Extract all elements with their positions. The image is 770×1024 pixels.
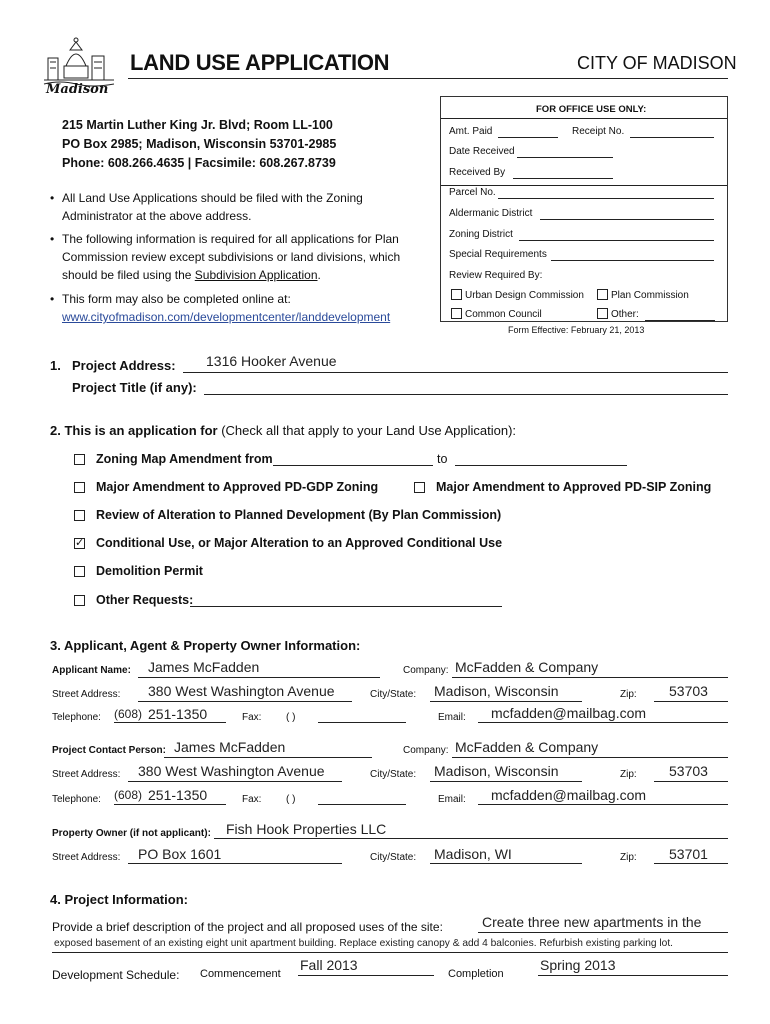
aldermanic-district-field[interactable]	[540, 219, 714, 220]
demolition-permit-checkbox[interactable]	[74, 566, 85, 577]
applicant-area-code-value: 608	[118, 707, 139, 721]
section-4-heading: 4. Project Information:	[50, 892, 188, 907]
online-form-link[interactable]: www.cityofmadison.com/developmentcenter/landdevelopment	[62, 310, 391, 324]
zoning-district-label: Zoning District	[449, 229, 513, 240]
pd-sip-label: Major Amendment to Approved PD-SIP Zoning	[436, 480, 712, 494]
contact-phone-field[interactable]	[114, 804, 226, 805]
zoning-to-label: to	[437, 452, 448, 466]
owner-zip-label: Zip:	[620, 852, 637, 863]
other-review-checkbox[interactable]	[597, 308, 608, 319]
contact-fax-field[interactable]	[318, 804, 406, 805]
contact-fax-paren: ( )	[286, 794, 296, 805]
applicant-company-value: McFadden & Company	[455, 659, 599, 675]
owner-zip-field[interactable]	[654, 863, 728, 864]
other-review-label: Other:	[611, 309, 639, 320]
amt-paid-field[interactable]	[498, 137, 558, 138]
commencement-value: Fall 2013	[300, 957, 358, 973]
applicant-telephone-label: Telephone:	[52, 712, 101, 723]
applicant-name-field[interactable]	[138, 677, 380, 678]
commencement-label: Commencement	[200, 968, 281, 980]
section-2-heading-note: (Check all that apply to your Land Use Application):	[221, 423, 517, 438]
project-address-field[interactable]	[183, 372, 728, 373]
contact-email-value: mcfadden@mailbag.com	[491, 787, 647, 803]
zoning-map-amendment-checkbox[interactable]	[74, 454, 85, 465]
applicant-city-value: Madison, Wisconsin	[434, 683, 559, 699]
owner-street-label: Street Address:	[52, 852, 121, 863]
contact-telephone-label: Telephone:	[52, 794, 101, 805]
other-requests-field[interactable]	[190, 606, 502, 607]
applicant-street-field[interactable]	[138, 701, 352, 702]
completion-value: Spring 2013	[540, 957, 616, 973]
contact-email-field[interactable]	[478, 804, 728, 805]
conditional-use-checkbox[interactable]: ✓	[75, 537, 85, 549]
date-received-label: Date Received	[449, 146, 515, 157]
common-council-label: Common Council	[465, 309, 542, 320]
applicant-zip-value: 53703	[669, 683, 708, 699]
office-divider	[441, 185, 727, 186]
contact-zip-label: Zip:	[620, 769, 637, 780]
applicant-city-field[interactable]	[430, 701, 582, 702]
section-1-number: 1.	[50, 358, 61, 373]
project-description-field-2[interactable]	[52, 952, 728, 953]
common-council-checkbox[interactable]	[451, 308, 462, 319]
owner-city-value: Madison, WI	[434, 846, 512, 862]
pd-gdp-checkbox[interactable]	[74, 482, 85, 493]
zoning-district-field[interactable]	[519, 240, 714, 241]
parcel-no-label: Parcel No.	[449, 187, 496, 198]
owner-zip-value: 53701	[669, 846, 708, 862]
date-received-field[interactable]	[517, 157, 613, 158]
applicant-fax-field[interactable]	[318, 722, 406, 723]
demolition-permit-label: Demolition Permit	[96, 564, 203, 578]
contact-fax-label: Fax:	[242, 794, 262, 805]
form-effective-date: Form Effective: February 21, 2013	[508, 325, 645, 335]
parcel-no-field[interactable]	[498, 198, 714, 199]
contact-person-label: Project Contact Person:	[52, 745, 166, 756]
bullet-3-text: This form may also be completed online at:	[62, 292, 291, 306]
applicant-email-value: mcfadden@mailbag.com	[491, 705, 647, 721]
owner-street-value: PO Box 1601	[138, 846, 222, 862]
address-line-2: PO Box 2985; Madison, Wisconsin 53701-2985	[62, 137, 337, 151]
planned-development-review-label: Review of Alteration to Planned Development (By Plan Commission)	[96, 508, 502, 522]
section-3-heading: 3. Applicant, Agent & Property Owner Information:	[50, 638, 361, 653]
bullet-2: • The following information is required for all applications for Plan Commission review except subdivisions or land divisions, which should be filed using the Subdivision Application.	[50, 232, 401, 282]
property-owner-label: Property Owner (if not applicant):	[52, 828, 211, 839]
contact-city-field[interactable]	[430, 781, 582, 782]
other-review-field[interactable]	[645, 320, 715, 321]
contact-area-code: (608)	[114, 788, 143, 802]
receipt-no-field[interactable]	[630, 137, 714, 138]
contact-area-code-value: 608	[118, 788, 139, 802]
planned-development-review-checkbox[interactable]	[74, 510, 85, 521]
project-description-line-1: Create three new apartments in the	[482, 914, 702, 930]
owner-city-field[interactable]	[430, 863, 582, 864]
completion-label: Completion	[448, 968, 504, 980]
project-address-label: Project Address:	[72, 358, 176, 373]
city-name: CITY OF MADISON	[577, 53, 737, 73]
title-rule	[128, 78, 728, 79]
project-address-value: 1316 Hooker Avenue	[206, 353, 337, 369]
bullet-3: • This form may also be completed online at: www.cityofmadison.com/developmentcenter/landdevelopment	[50, 290, 430, 326]
contact-company-field[interactable]	[452, 757, 728, 758]
address-line-3: Phone: 608.266.4635 | Facsimile: 608.267.8739	[62, 156, 336, 170]
conditional-use-label: Conditional Use, or Major Alteration to an Approved Conditional Use	[96, 536, 503, 550]
applicant-zip-label: Zip:	[620, 689, 637, 700]
applicant-zip-field[interactable]	[654, 701, 728, 702]
project-description-field-1[interactable]	[478, 932, 728, 933]
project-title-label: Project Title (if any):	[72, 380, 197, 395]
project-description-label: Provide a brief description of the project and all proposed uses of the site:	[52, 920, 443, 934]
contact-email-label: Email:	[438, 794, 466, 805]
contact-company-value: McFadden & Company	[455, 739, 599, 755]
logo-wordmark: Madison	[46, 82, 109, 97]
office-heading-rule	[441, 118, 727, 119]
special-requirements-label: Special Requirements	[449, 249, 547, 260]
contact-name-value: James McFadden	[174, 739, 286, 755]
zoning-to-field[interactable]	[455, 465, 627, 466]
owner-city-label: City/State:	[370, 852, 417, 863]
office-use-heading: FOR OFFICE USE ONLY:	[536, 104, 647, 115]
received-by-label: Received By	[449, 167, 506, 178]
applicant-street-value: 380 West Washington Avenue	[148, 683, 335, 699]
amt-paid-label: Amt. Paid	[449, 126, 493, 137]
contact-phone-value: 251-1350	[148, 787, 208, 803]
bullet-2-text: The following information is required for all applications for Plan Commission review except subdivisions or land divisions, which should be filed using the	[62, 232, 401, 282]
project-description-line-2: exposed basement of an existing eight unit apartment building. Replace existing canopy & add 4 balconies. Refurbish existing parking lot.	[54, 938, 673, 949]
contact-street-label: Street Address:	[52, 769, 121, 780]
other-requests-label: Other Requests:	[96, 593, 194, 607]
contact-name-field[interactable]	[164, 757, 372, 758]
plan-commission-label: Plan Commission	[611, 290, 689, 301]
zoning-map-amendment-label: Zoning Map Amendment from	[96, 452, 273, 466]
aldermanic-district-label: Aldermanic District	[449, 208, 533, 219]
project-title-field[interactable]	[204, 394, 728, 395]
review-required-label: Review Required By:	[449, 270, 543, 281]
contact-zip-field[interactable]	[654, 781, 728, 782]
contact-company-label: Company:	[403, 745, 449, 756]
applicant-area-code: (608)	[114, 707, 143, 721]
contact-street-field[interactable]	[128, 781, 342, 782]
contact-street-value: 380 West Washington Avenue	[138, 763, 325, 779]
city-logo	[40, 36, 120, 102]
special-requirements-field[interactable]	[551, 260, 714, 261]
bullet-1-text: All Land Use Applications should be filed with the Zoning Administrator at the above address.	[62, 191, 363, 223]
office-use-box	[440, 96, 728, 322]
contact-zip-value: 53703	[669, 763, 708, 779]
applicant-phone-value: 251-1350	[148, 706, 208, 722]
applicant-company-label: Company:	[403, 665, 449, 676]
owner-street-field[interactable]	[128, 863, 342, 864]
applicant-company-field[interactable]	[452, 677, 728, 678]
contact-city-value: Madison, Wisconsin	[434, 763, 559, 779]
development-schedule-label: Development Schedule:	[52, 968, 180, 982]
pd-gdp-label: Major Amendment to Approved PD-GDP Zoning	[96, 480, 379, 494]
subdivision-application-link[interactable]: Subdivision Application	[194, 268, 318, 282]
other-requests-checkbox[interactable]	[74, 595, 85, 606]
applicant-email-field[interactable]	[478, 722, 728, 723]
bullet-1: • All Land Use Applications should be filed with the Zoning Administrator at the above address.	[50, 189, 430, 225]
urban-design-label: Urban Design Commission	[465, 290, 584, 301]
owner-name-value: Fish Hook Properties LLC	[226, 821, 387, 837]
applicant-fax-label: Fax:	[242, 712, 262, 723]
address-line-1: 215 Martin Luther King Jr. Blvd; Room LL-100	[62, 118, 333, 132]
applicant-name-value: James McFadden	[148, 659, 260, 675]
completion-field[interactable]	[538, 975, 728, 976]
applicant-fax-paren: ( )	[286, 712, 296, 723]
bullet-2-period: .	[317, 268, 321, 282]
commencement-field[interactable]	[298, 975, 434, 976]
applicant-street-label: Street Address:	[52, 689, 121, 700]
applicant-name-label: Applicant Name:	[52, 665, 131, 676]
applicant-phone-field[interactable]	[114, 722, 226, 723]
receipt-no-label: Receipt No.	[572, 126, 625, 137]
owner-name-field[interactable]	[214, 838, 728, 839]
page-title: LAND USE APPLICATION	[130, 50, 390, 75]
zoning-from-field[interactable]	[273, 465, 433, 466]
urban-design-checkbox[interactable]	[451, 289, 462, 300]
section-2-heading	[50, 423, 516, 438]
applicant-email-label: Email:	[438, 712, 466, 723]
applicant-city-label: City/State:	[370, 689, 417, 700]
section-2-heading-bold: 2. This is an application for	[50, 423, 218, 438]
pd-sip-checkbox[interactable]	[414, 482, 425, 493]
plan-commission-checkbox[interactable]	[597, 289, 608, 300]
received-by-field[interactable]	[513, 178, 613, 179]
contact-city-label: City/State:	[370, 769, 417, 780]
